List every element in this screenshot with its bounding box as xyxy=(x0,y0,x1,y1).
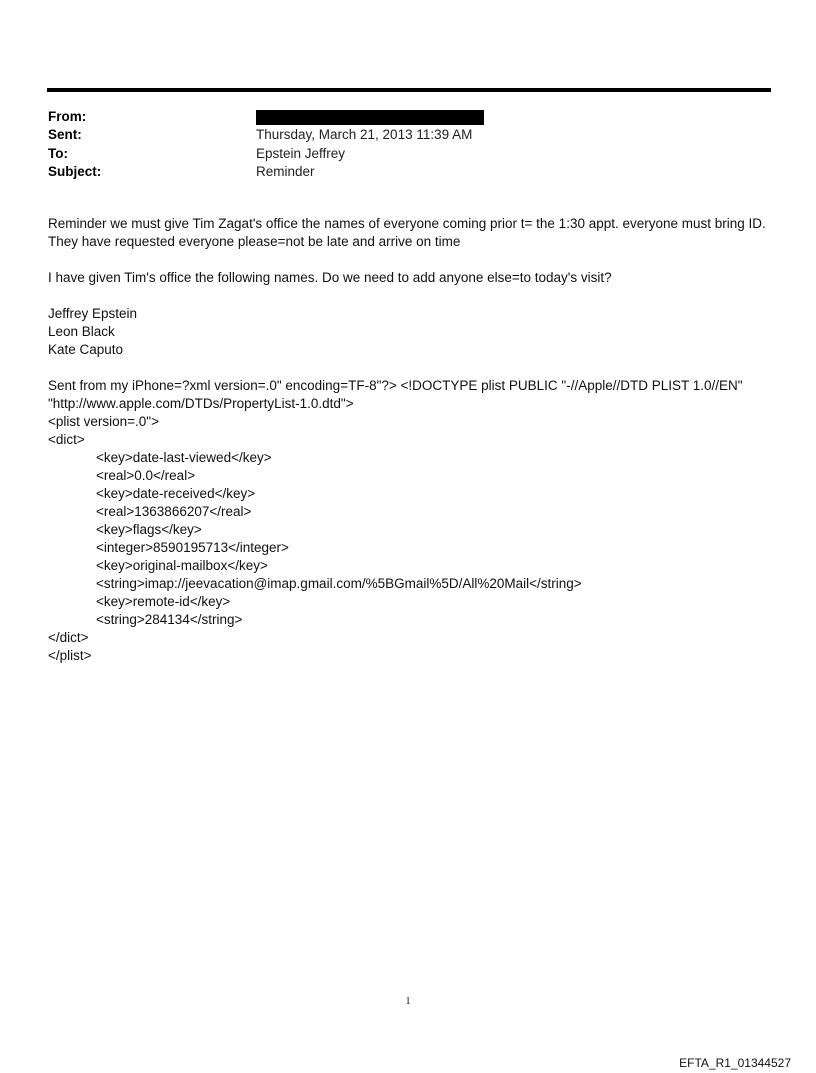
to-label: To: xyxy=(48,145,68,161)
subject-label: Subject: xyxy=(48,164,102,180)
plist-entry: <string>imap://jeevacation@imap.gmail.com/%5BGmail%5D/All%20Mail</string> xyxy=(96,576,582,591)
plist-entry: <real>0.0</real> xyxy=(96,468,196,483)
paragraph-gap xyxy=(48,287,788,305)
plist-entry: <real>1363866207</real> xyxy=(96,504,252,519)
sent-value: Thursday, March 21, 2013 11:39 AM xyxy=(256,127,473,143)
from-row xyxy=(48,107,768,126)
header-rule xyxy=(47,88,771,92)
plist-entry: <key>date-received</key> xyxy=(96,486,256,501)
plist-entry: <integer>8590195713</integer> xyxy=(96,540,289,555)
plist-line: "http://www.apple.com/DTDs/PropertyList-1.0.dtd"> xyxy=(48,396,354,411)
redaction-block xyxy=(256,110,484,125)
name-item: Jeffrey Epstein xyxy=(48,306,138,321)
body-line: I have given Tim's office the following names. Do we need to add anyone else=to today's visit? xyxy=(48,270,612,285)
plist-line: <dict> xyxy=(48,432,85,447)
plist-line: Sent from my iPhone=?xml version=.0" encoding=TF-8"?> <!DOCTYPE plist PUBLIC "-//Apple//DTD PLIST 1.0//EN" xyxy=(48,378,743,393)
email-body xyxy=(48,215,788,665)
plist-entry: <key>date-last-viewed</key> xyxy=(96,450,272,465)
plist-line: <plist version=.0"> xyxy=(48,414,159,429)
sent-label: Sent: xyxy=(48,127,82,143)
body-line: Reminder we must give Tim Zagat's office the names of everyone coming prior t= the 1:30 appt. everyone must bring ID. xyxy=(48,216,766,231)
subject-value: Reminder xyxy=(256,164,315,180)
plist-line: </dict> xyxy=(48,630,89,645)
name-item: Kate Caputo xyxy=(48,342,124,357)
to-value: Epstein Jeffrey xyxy=(256,145,346,161)
page-number: 1 xyxy=(405,995,411,1007)
from-label: From: xyxy=(48,108,87,124)
sent-row xyxy=(48,126,768,145)
to-row xyxy=(48,144,768,163)
plist-entry: <key>flags</key> xyxy=(96,522,202,537)
email-header xyxy=(48,107,768,181)
document-id: EFTA_R1_01344527 xyxy=(679,1056,791,1070)
plist-line: </plist> xyxy=(48,648,92,663)
paragraph-gap xyxy=(48,251,788,269)
plist-entry: <key>original-mailbox</key> xyxy=(96,558,268,573)
body-line: They have requested everyone please=not be late and arrive on time xyxy=(48,234,461,249)
paragraph-gap xyxy=(48,359,788,377)
plist-entry: <key>remote-id</key> xyxy=(96,594,231,609)
subject-row xyxy=(48,163,768,182)
plist-entry: <string>284134</string> xyxy=(96,612,243,627)
name-item: Leon Black xyxy=(48,324,115,339)
